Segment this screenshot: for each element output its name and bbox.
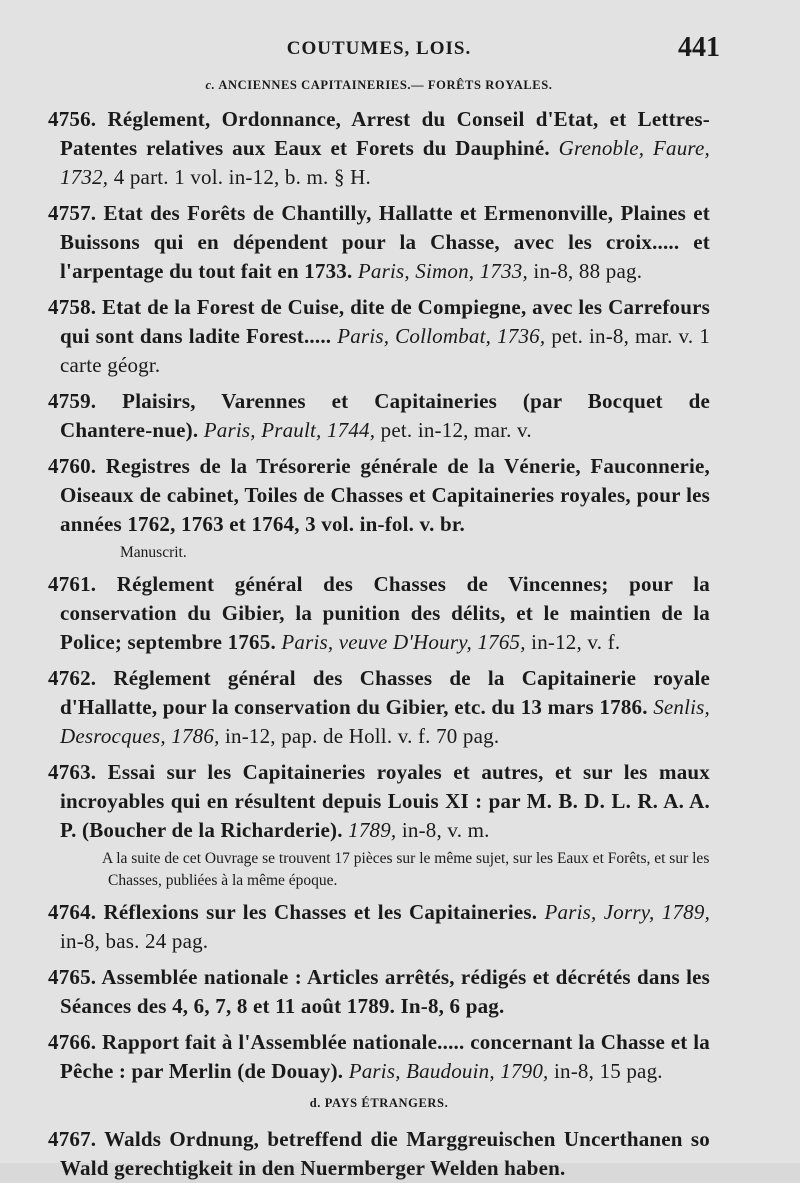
entry-4766 — [48, 1028, 710, 1086]
entry-4756 — [48, 105, 710, 192]
entry-4764 — [48, 898, 710, 956]
entry-4760 — [48, 452, 710, 539]
entry-imprint: Paris, Collombat, 1736, — [337, 324, 546, 348]
entry-4765 — [48, 963, 710, 1021]
entry-number: 4764. — [48, 900, 97, 924]
entry-collation: pet. in-12, mar. v. — [380, 418, 532, 442]
entry-number: 4760. — [48, 454, 97, 478]
section-c-heading — [48, 78, 710, 93]
entry-4759 — [48, 387, 710, 445]
page-number: 441 — [678, 32, 720, 63]
running-head — [48, 30, 720, 70]
note-4763: A la suite de cet Ouvrage se trouvent 17 pièces sur le même sujet, sur les Eaux et Forêts, et sur les Chasses, publiées à la même époque. — [102, 850, 710, 889]
entry-number: 4765. — [48, 965, 97, 989]
entry-text: Plaisirs, Varennes et Capitaineries (par Bocquet de Chantere‑nue). — [60, 389, 710, 442]
entry-4767 — [48, 1125, 710, 1183]
running-title: COUTUMES, LOIS. — [286, 38, 472, 59]
entry-text: Rapport fait à l'Assemblée nationale..... concernant la Chasse et la Pêche : par Merlin (de Douay). — [60, 1030, 710, 1083]
manuscript-note: Manuscrit. — [120, 544, 187, 561]
section-d-heading: d. PAYS ÉTRANGERS. — [309, 1096, 449, 1110]
entry-4761 — [48, 570, 710, 657]
entry-number: 4767. — [48, 1127, 97, 1151]
entry-text: Etat de la Forest de Cuise, dite de Compiegne, avec les Carrefours qui sont dans ladite Forest..... — [60, 295, 710, 348]
entry-text: Réglement général des Chasses de la Capitainerie royale d'Hallatte, pour la conservation du Gibier, etc. du 13 mars 1786. — [60, 666, 711, 719]
entry-text: Registres de la Trésorerie générale de la Vénerie, Fauconnerie, Oiseaux de cabinet, Toiles de Chasses et Capitaineries royales, pour les années 1762, 1763 et 1764, 3 vol. in-fol. v. br. — [60, 454, 710, 536]
entry-collation: in-8, 88 pag. — [533, 259, 643, 283]
entry-4757 — [48, 199, 710, 286]
entry-collation: pet. in-8, mar. v. 1 carte géogr. — [60, 324, 711, 377]
entry-number: 4757. — [48, 201, 97, 225]
entry-4758 — [48, 293, 710, 380]
entry-collation: in-8, bas. 24 pag. — [60, 929, 209, 953]
entry-collation: in-8, v. m. — [401, 818, 490, 842]
entry-text: Réflexions sur les Chasses et les Capitaineries. — [103, 900, 538, 924]
section-c-letter: c. — [205, 78, 216, 92]
entry-imprint: Paris, Baudouin, 1790, — [348, 1059, 549, 1083]
entry-number: 4762. — [48, 666, 97, 690]
entry-imprint: Paris, veuve D'Houry, 1765, — [281, 630, 526, 654]
entry-collation: in-12, pap. de Holl. v. f. 70 pag. — [224, 724, 500, 748]
entry-collation: in-12, v. f. — [531, 630, 621, 654]
entry-imprint: 1789, — [348, 818, 397, 842]
entry-list — [48, 105, 710, 1183]
entry-number: 4766. — [48, 1030, 97, 1054]
entry-text: Réglement général des Chasses de Vincennes; pour la conservation du Gibier, la punition des délits, et le maintien de la Police; septembre 1765. — [60, 572, 710, 654]
entry-number: 4756. — [48, 107, 97, 131]
entry-imprint: Paris, Jorry, 1789, — [544, 900, 711, 924]
entry-imprint: Paris, Prault, 1744, — [203, 418, 376, 442]
entry-collation: 4 part. 1 vol. in-12, b. m. § H. — [113, 165, 371, 189]
entry-imprint: Senlis, Desrocques, 1786, — [60, 695, 710, 748]
section-c-title: ANCIENNES CAPITAINERIES.— FORÊTS ROYALES. — [218, 78, 553, 92]
entry-number: 4759. — [48, 389, 97, 413]
entry-text: Walds Ordnung, betreffend die Marggreuischen Uncerthanen so Wald gerechtigkeit in den Nuermberger Welden haben. — [60, 1127, 710, 1180]
entry-imprint: Grenoble, Faure, 1732, — [60, 136, 710, 189]
entry-collation: in-8, 15 pag. — [553, 1059, 663, 1083]
entry-4763 — [48, 758, 710, 845]
entry-text: Essai sur les Capitaineries royales et autres, et sur les maux incroyables qui en résultent depuis Louis XI : par M. B. D. L. R. A. A. P. (Boucher de la Richarderie). — [60, 760, 710, 842]
entry-number: 4763. — [48, 760, 97, 784]
entry-text: Assemblée nationale : Articles arrêtés, rédigés et décrétés dans les Séances des 4, 6, 7, 8 et 11 août 1789. In-8, 6 pag. — [60, 965, 710, 1018]
entry-text: Etat des Forêts de Chantilly, Hallatte et Ermenonville, Plaines et Buissons qui en dépendent pour la Chasse, avec les croix..... et l'arpentage du tout fait en 1733. — [60, 201, 710, 283]
entry-text: Réglement, Ordonnance, Arrest du Conseil d'Etat, et Lettres-Patentes relatives aux Eaux et Forets du Dauphiné. — [60, 107, 711, 160]
entry-4762 — [48, 664, 710, 751]
entry-number: 4761. — [48, 572, 97, 596]
entry-imprint: Paris, Simon, 1733, — [357, 259, 528, 283]
entry-number: 4758. — [48, 295, 97, 319]
